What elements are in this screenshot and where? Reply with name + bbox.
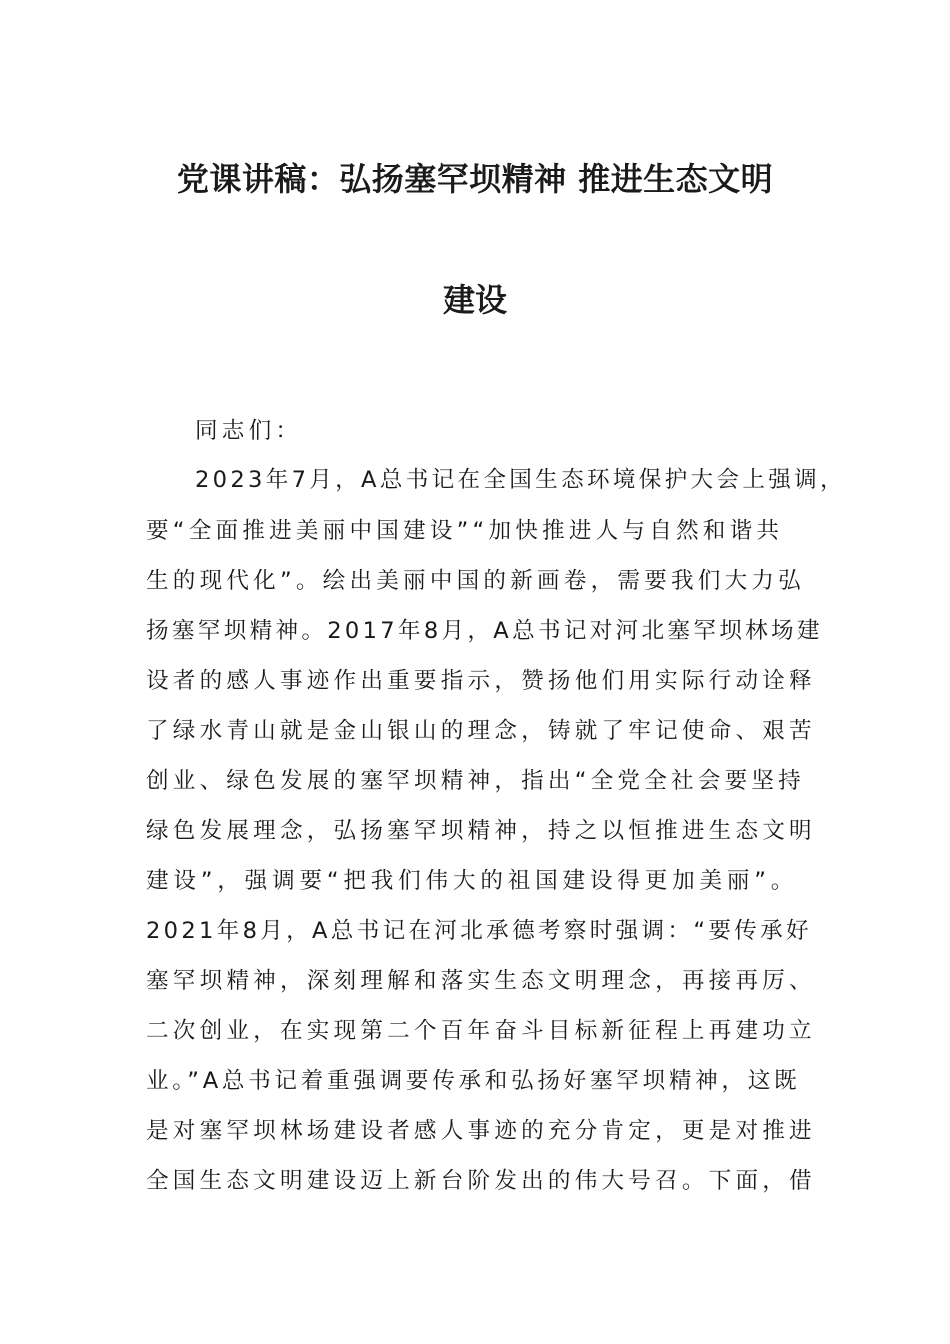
body-line: 是对塞罕坝林场建设者感人事迹的充分肯定，更是对推进 <box>146 1118 816 1144</box>
body-line: 创业、绿色发展的塞罕坝精神，指出“全党全社会要坚持 <box>146 768 805 794</box>
body-line: 2021年8月，A总书记在河北承德考察时强调：“要传承好 <box>146 918 812 944</box>
salutation: 同志们： <box>195 418 303 444</box>
body-line: 要“全面推进美丽中国建设”“加快推进人与自然和谐共 <box>146 518 784 544</box>
body-line: 二次创业，在实现第二个百年奋斗目标新征程上再建功立 <box>146 1018 816 1044</box>
body-line: 生的现代化”。绘出美丽中国的新画卷，需要我们大力弘 <box>146 568 805 594</box>
document-title-line-1: 党课讲稿：弘扬塞罕坝精神 推进生态文明 <box>176 160 774 198</box>
body-line: 业。”A总书记着重强调要传承和弘扬好塞罕坝精神，这既 <box>146 1068 801 1094</box>
body-line: 绿色发展理念，弘扬塞罕坝精神，持之以恒推进生态文明 <box>146 818 816 844</box>
body-line: 全国生态文明建设迈上新台阶发出的伟大号召。下面，借 <box>146 1168 816 1194</box>
body-line: 塞罕坝精神，深刻理解和落实生态文明理念，再接再厉、 <box>146 968 816 994</box>
body-line: 建设”，强调要“把我们伟大的祖国建设得更加美丽”。 <box>146 868 799 894</box>
document-title-line-2: 建设 <box>442 281 507 319</box>
body-line: 扬塞罕坝精神。2017年8月，A总书记对河北塞罕坝林场建 <box>146 618 823 644</box>
body-line: 2023年7月，A总书记在全国生态环境保护大会上强调， <box>195 467 846 493</box>
body-line: 设者的感人事迹作出重要指示，赞扬他们用实际行动诠释 <box>146 668 816 694</box>
body-line: 了绿水青山就是金山银山的理念，铸就了牢记使命、艰苦 <box>146 718 816 744</box>
